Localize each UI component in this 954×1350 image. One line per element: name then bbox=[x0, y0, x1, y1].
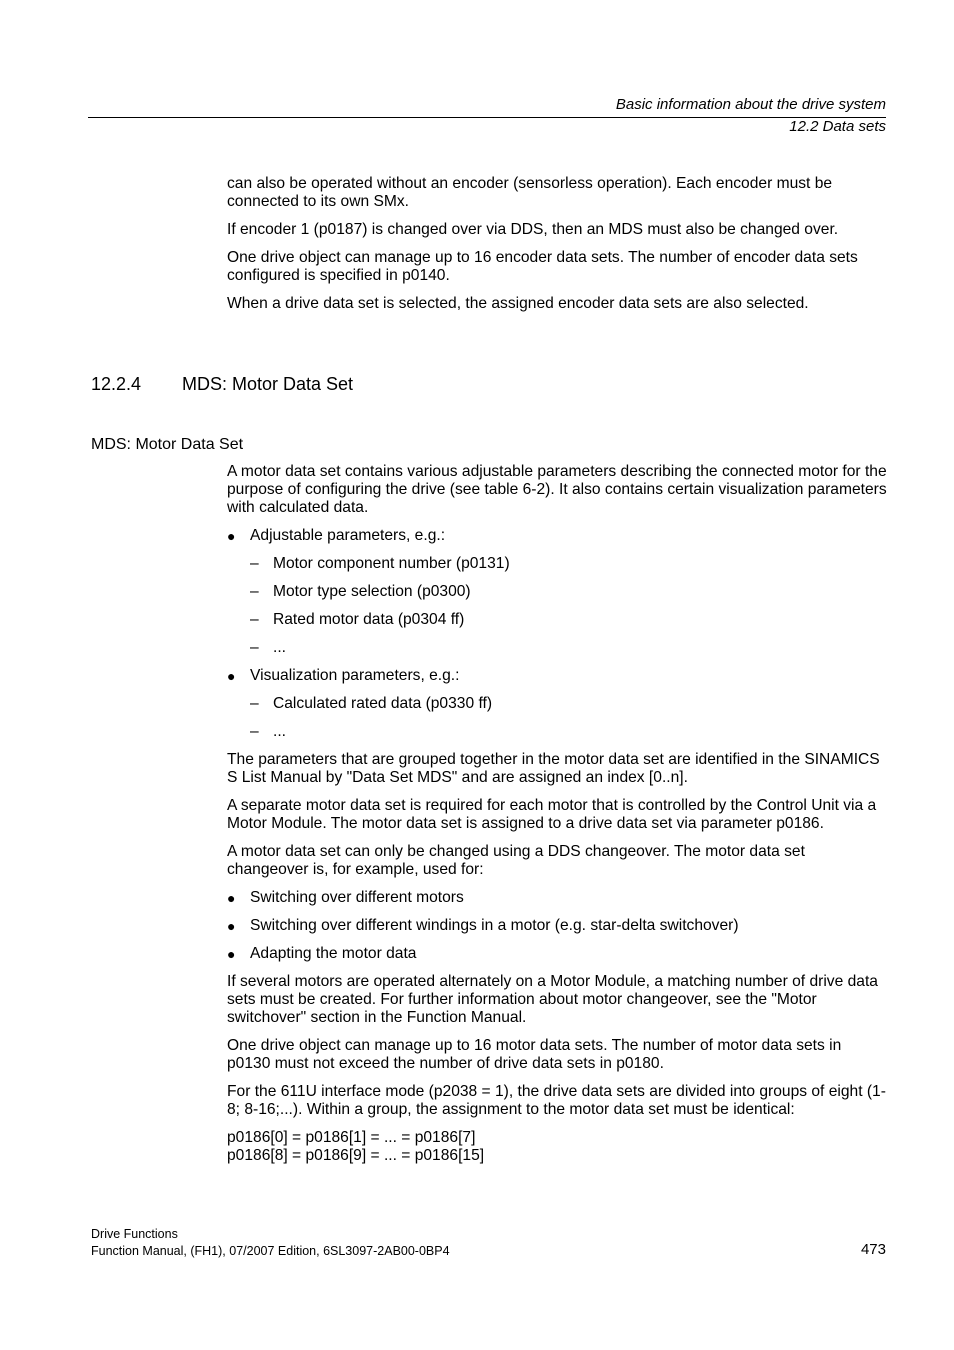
section-heading bbox=[91, 374, 353, 395]
header-rule bbox=[88, 117, 886, 118]
list-item bbox=[227, 667, 887, 741]
equation-block bbox=[227, 1129, 887, 1165]
subheading: MDS: Motor Data Set bbox=[91, 436, 244, 453]
intro-block bbox=[227, 175, 887, 323]
list-item bbox=[227, 917, 887, 935]
sub-list-item-text: ... bbox=[273, 639, 286, 656]
page-number: 473 bbox=[860, 1241, 886, 1258]
list-item-text: Switching over different motors bbox=[250, 889, 464, 906]
paragraph: One drive object can manage up to 16 motor data sets. The number of motor data sets in p0130 must not exceed the number of drive data sets in p0180. bbox=[227, 1037, 842, 1072]
list-item bbox=[227, 945, 887, 963]
list-item bbox=[227, 889, 887, 907]
bullet-icon: ● bbox=[227, 890, 236, 906]
parameter-list bbox=[227, 527, 887, 741]
list-item bbox=[227, 527, 887, 657]
sub-list-item-text: ... bbox=[273, 723, 286, 740]
sub-list-item bbox=[250, 723, 887, 741]
paragraph: A motor data set contains various adjustable parameters describing the connected motor for the purpose of configuring the drive (see table 6-2). It also contains certain visualization parameters with calculated data. bbox=[227, 463, 887, 516]
sub-list bbox=[250, 555, 887, 657]
sub-list-item bbox=[250, 695, 887, 713]
dash-icon: – bbox=[250, 555, 259, 572]
mds-body bbox=[227, 463, 887, 1175]
equation-line: p0186[8] = p0186[9] = ... = p0186[15] bbox=[227, 1147, 485, 1164]
paragraph: can also be operated without an encoder (sensorless operation). Each encoder must be connected to its own SMx. bbox=[227, 175, 833, 210]
sub-list-item bbox=[250, 611, 887, 629]
equation-line: p0186[0] = p0186[1] = ... = p0186[7] bbox=[227, 1129, 476, 1146]
paragraph: If encoder 1 (p0187) is changed over via DDS, then an MDS must also be changed over. bbox=[227, 221, 839, 238]
paragraph: A motor data set can only be changed using a DDS changeover. The motor data set changeover is, for example, used for: bbox=[227, 843, 805, 878]
sub-list-item-text: Calculated rated data (p0330 ff) bbox=[273, 695, 493, 712]
dash-icon: – bbox=[250, 723, 259, 740]
dash-icon: – bbox=[250, 639, 259, 656]
list-item-text: Switching over different windings in a motor (e.g. star-delta switchover) bbox=[250, 917, 739, 934]
sub-list-item bbox=[250, 639, 887, 657]
bullet-icon: ● bbox=[227, 918, 236, 934]
running-header-chapter: Basic information about the drive system bbox=[615, 96, 886, 113]
sub-list-item-text: Motor type selection (p0300) bbox=[273, 583, 471, 600]
section-title: MDS: Motor Data Set bbox=[182, 374, 354, 394]
bullet-icon: ● bbox=[227, 528, 236, 544]
dash-icon: – bbox=[250, 583, 259, 600]
usage-list bbox=[227, 889, 887, 963]
paragraph: When a drive data set is selected, the assigned encoder data sets are also selected. bbox=[227, 295, 809, 312]
footer-edition: Function Manual, (FH1), 07/2007 Edition, 6SL3097-2AB00-0BP4 bbox=[91, 1244, 450, 1258]
sub-list-item bbox=[250, 583, 887, 601]
bullet-icon: ● bbox=[227, 946, 236, 962]
running-header-section: 12.2 Data sets bbox=[789, 118, 886, 135]
sub-list-item-text: Rated motor data (p0304 ff) bbox=[273, 611, 465, 628]
paragraph: If several motors are operated alternately on a Motor Module, a matching number of drive data sets must be created. For further information about motor changeover, see the "Motor switchover" section in the Function Manual. bbox=[227, 973, 878, 1026]
sub-list bbox=[250, 695, 887, 741]
list-item-text: Adapting the motor data bbox=[250, 945, 417, 962]
section-number: 12.2.4 bbox=[91, 374, 142, 394]
footer-title: Drive Functions bbox=[91, 1227, 178, 1241]
dash-icon: – bbox=[250, 611, 259, 628]
sub-list-item bbox=[250, 555, 887, 573]
list-item-label: Visualization parameters, e.g.: bbox=[250, 667, 460, 684]
sub-list-item-text: Motor component number (p0131) bbox=[273, 555, 510, 572]
bullet-icon: ● bbox=[227, 668, 236, 684]
paragraph: The parameters that are grouped together in the motor data set are identified in the SINAMICS S List Manual by "Data Set MDS" and are assigned an index [0..n]. bbox=[227, 751, 880, 786]
paragraph: For the 611U interface mode (p2038 = 1), the drive data sets are divided into groups of eight (1-8; 8-16;...). Within a group, the assignment to the motor data set must be identical: bbox=[227, 1083, 886, 1118]
paragraph: One drive object can manage up to 16 encoder data sets. The number of encoder data sets configured is specified in p0140. bbox=[227, 249, 858, 284]
list-item-label: Adjustable parameters, e.g.: bbox=[250, 527, 446, 544]
dash-icon: – bbox=[250, 695, 259, 712]
paragraph: A separate motor data set is required for each motor that is controlled by the Control Unit via a Motor Module. The motor data set is assigned to a drive data set via parameter p0186. bbox=[227, 797, 877, 832]
